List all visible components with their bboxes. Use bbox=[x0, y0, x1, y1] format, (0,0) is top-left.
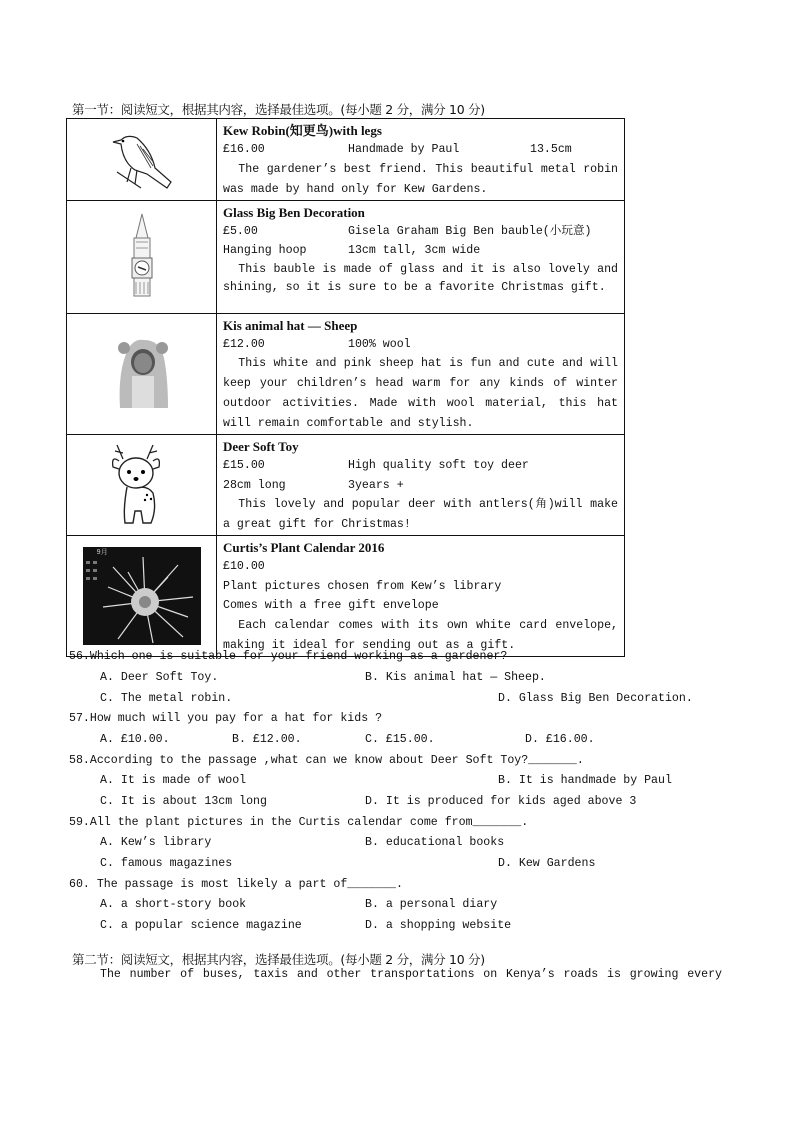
product-detail: Comes with a free gift envelope bbox=[223, 599, 439, 612]
section2-passage: The number of buses, taxis and other transportations on Kenya’s roads is growing every bbox=[100, 968, 722, 981]
option-d[interactable]: D. Kew Gardens bbox=[498, 857, 596, 870]
big-ben-icon bbox=[122, 212, 162, 297]
sheep-hat-photo bbox=[112, 334, 172, 409]
option-d[interactable]: D. Glass Big Ben Decoration. bbox=[498, 692, 693, 705]
price: £16.00 bbox=[223, 143, 265, 156]
product-row bbox=[67, 435, 625, 536]
option-a[interactable]: A. Deer Soft Toy. bbox=[100, 671, 219, 684]
option-a[interactable]: A. Kew’s library bbox=[100, 836, 212, 849]
product-row bbox=[67, 200, 625, 313]
material: 100% wool bbox=[348, 337, 411, 351]
product-row bbox=[67, 313, 625, 435]
price: £10.00 bbox=[223, 560, 265, 573]
question-stem: 58.According to the passage ,what can we know about Deer Soft Toy?_______. bbox=[69, 754, 584, 767]
deer-icon bbox=[107, 439, 177, 527]
robin-icon bbox=[107, 122, 177, 192]
option-b[interactable]: B. educational books bbox=[365, 836, 505, 849]
product-title: Kew Robin(知更鸟)with legs bbox=[223, 123, 382, 138]
option-b[interactable]: B. a personal diary bbox=[365, 898, 498, 911]
product-description: This bauble is made of glass and it is also lovely and shining, so it is sure to be a favorite Christmas gift. bbox=[223, 262, 618, 294]
product-title: Glass Big Ben Decoration bbox=[223, 204, 365, 220]
option-d[interactable]: D. It is produced for kids aged above 3 bbox=[365, 795, 637, 808]
product-description: Each calendar comes with its own white card envelope, making it ideal for sending out as a gift. bbox=[223, 618, 618, 652]
option-b[interactable]: B. It is handmade by Paul bbox=[498, 774, 672, 787]
option-c[interactable]: C. It is about 13cm long bbox=[100, 795, 267, 808]
price: £5.00 bbox=[223, 224, 258, 238]
size: 13.5cm bbox=[530, 143, 572, 156]
option-a[interactable]: A. £10.00. bbox=[100, 733, 170, 746]
question-stem: 60. The passage is most likely a part of_______. bbox=[69, 878, 403, 891]
maker: Handmade by Paul bbox=[348, 143, 460, 156]
product-row bbox=[67, 119, 625, 201]
option-b[interactable]: B. Kis animal hat — Sheep. bbox=[365, 671, 546, 684]
section1-heading: 第一节：阅读短文，根据其内容，选择最佳选项。(每小题 2 分，满分 10 分) bbox=[72, 102, 485, 117]
product-title: Deer Soft Toy bbox=[223, 439, 299, 454]
option-a[interactable]: A. a short-story book bbox=[100, 898, 247, 911]
section2-heading: 第二节：阅读短文，根据其内容，选择最佳选项。(每小题 2 分，满分 10 分) bbox=[72, 952, 485, 967]
product-description: The gardener’s best friend. This beautiful metal robin was made by hand only for Kew Gardens. bbox=[223, 162, 618, 196]
question-stem: 59.All the plant pictures in the Curtis calendar come from_______. bbox=[69, 816, 529, 829]
product-detail: High quality soft toy deer bbox=[348, 459, 529, 472]
product-detail: Hanging hoop bbox=[223, 244, 307, 257]
option-d[interactable]: D. a shopping website bbox=[365, 919, 512, 932]
option-b[interactable]: B. £12.00. bbox=[232, 733, 302, 746]
size: 13cm tall, 3cm wide bbox=[348, 244, 481, 257]
product-title: Curtis’s Plant Calendar 2016 bbox=[223, 540, 385, 555]
option-c[interactable]: C. famous magazines bbox=[100, 857, 233, 870]
calendar-photo bbox=[83, 547, 201, 645]
price: £15.00 bbox=[223, 459, 265, 472]
price: £12.00 bbox=[223, 337, 265, 351]
question-stem: 56.Which one is suitable for your friend working as a gardener? bbox=[69, 650, 508, 663]
option-a[interactable]: A. It is made of wool bbox=[100, 774, 247, 787]
product-description: This lovely and popular deer with antlers(角)will make a great gift for Christmas! bbox=[223, 498, 618, 531]
product-description: This white and pink sheep hat is fun and cute and will keep your children’s head warm for any kinds of winter outdoor activities. Made with wool material, this hat will remain comfortable and stylish. bbox=[223, 357, 618, 430]
product-title: Kis animal hat — Sheep bbox=[223, 317, 358, 333]
product-detail: Plant pictures chosen from Kew’s library bbox=[223, 579, 502, 593]
product-detail: Gisela Graham Big Ben bauble(小玩意) bbox=[348, 224, 592, 238]
option-c[interactable]: C. £15.00. bbox=[365, 733, 435, 746]
age-range: 3years + bbox=[348, 478, 404, 492]
question-stem: 57.How much will you pay for a hat for kids ? bbox=[69, 712, 383, 725]
size: 28cm long bbox=[223, 478, 286, 492]
product-table bbox=[66, 118, 625, 657]
option-c[interactable]: C. The metal robin. bbox=[100, 692, 233, 705]
option-d[interactable]: D. £16.00. bbox=[525, 733, 595, 746]
option-c[interactable]: C. a popular science magazine bbox=[100, 919, 302, 932]
product-row bbox=[67, 536, 625, 657]
calendar-month-label: 9月 bbox=[96, 548, 108, 557]
